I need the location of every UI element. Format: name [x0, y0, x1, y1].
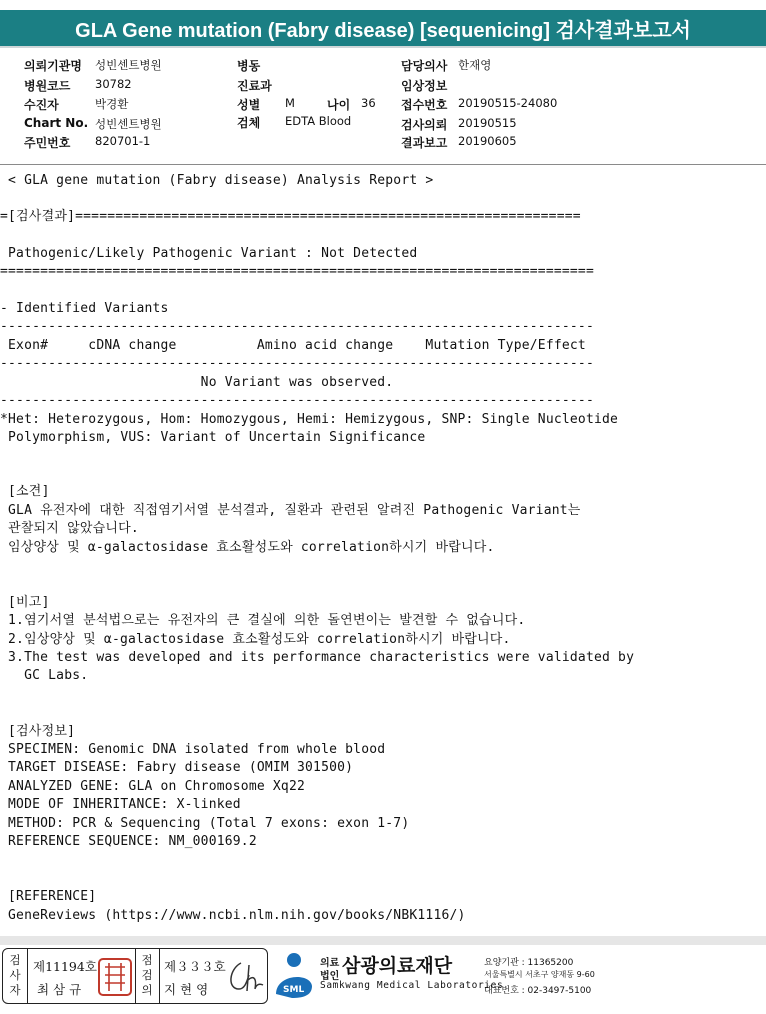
test-info-reference-seq: REFERENCE SEQUENCE: NM_000169.2 — [0, 834, 257, 849]
divider — [135, 949, 136, 1003]
label-age: 나이 — [327, 98, 351, 112]
label-ward: 병동 — [237, 59, 261, 73]
test-info-disease: TARGET DISEASE: Fabry disease (OMIM 301500) — [0, 760, 354, 775]
label-sex: 성별 — [237, 98, 261, 112]
variants-table-row: No Variant was observed. — [0, 375, 394, 390]
value-chart-no: 성빈센트병원 — [95, 117, 162, 131]
lab-prefix-1: 의료 — [320, 958, 340, 969]
lab-name-english: Samkwang Medical Laboratories — [320, 980, 504, 991]
report-title: GLA Gene mutation (Fabry disease) [sequenicing] 검사결과보고서 — [0, 10, 766, 48]
footer-separator — [0, 936, 766, 945]
divider-dash: -------------------------------------------------------------------------- — [0, 356, 594, 371]
label-patient-name: 수진자 — [24, 98, 59, 112]
signature-box — [2, 948, 268, 1004]
divider-dash: -------------------------------------------------------------------------- — [0, 319, 594, 334]
value-resident-no: 820701-1 — [95, 134, 151, 148]
remarks-item: 2.임상양상 및 α-galactosidase 효소활성도와 correlation하시기 바랍니다. — [0, 632, 511, 647]
test-info-gene: ANALYZED GENE: GLA on Chromosome Xq22 — [0, 779, 306, 794]
report-heading: < GLA gene mutation (Fabry disease) Analysis Report > — [0, 173, 434, 188]
test-info-method: METHOD: PCR & Sequencing (Total 7 exons: exon 1-7) — [0, 816, 410, 831]
remarks-item: 3.The test was developed and its performance characteristics were validated by — [0, 650, 635, 665]
test-info-specimen: SPECIMEN: Genomic DNA isolated from whole blood — [0, 742, 386, 757]
lab-institution-code: 요양기관 : 11365200 — [484, 958, 574, 968]
value-requesting-org: 성빈센트병원 — [95, 58, 162, 72]
value-physician: 한재영 — [458, 58, 492, 72]
examiner-seal-icon — [97, 957, 133, 997]
value-age: 36 — [361, 96, 376, 110]
reviewer-label: 점 검 의 — [141, 953, 153, 997]
remarks-heading: [비고] — [0, 595, 50, 610]
divider-double: ========================================================================== — [0, 264, 594, 279]
value-specimen: EDTA Blood — [285, 114, 352, 128]
label-accession-no: 접수번호 — [401, 98, 448, 112]
label-clinical-info: 임상정보 — [401, 79, 448, 93]
report-body — [0, 166, 766, 936]
divider — [27, 949, 28, 1003]
lab-prefix-2: 법인 — [320, 971, 340, 982]
test-info-inheritance: MODE OF INHERITANCE: X-linked — [0, 797, 241, 812]
lab-info — [270, 948, 766, 1004]
reference-link[interactable]: GeneReviews (https://www.ncbi.nlm.nih.gov/books/NBK1116/) — [0, 908, 466, 923]
reviewer-signature-icon — [223, 955, 265, 997]
examiner-label: 검 사 자 — [9, 953, 21, 997]
reviewer-license-no: 제３３３호 — [164, 959, 226, 974]
label-hospital-code: 병원코드 — [24, 79, 71, 93]
value-sex: M — [285, 96, 295, 110]
label-specimen: 검체 — [237, 116, 261, 130]
label-physician: 담당의사 — [401, 59, 448, 73]
svg-text:SML: SML — [283, 985, 305, 995]
lab-address: 서울특별시 서초구 양재동 9-60 — [484, 970, 595, 979]
result-summary: Pathogenic/Likely Pathogenic Variant : Not Detected — [0, 246, 418, 261]
value-report-date: 20190605 — [458, 134, 517, 148]
abbreviation-note-cont: Polymorphism, VUS: Variant of Uncertain Significance — [0, 430, 426, 445]
divider — [159, 949, 160, 1003]
reviewer-name: 지 현 영 — [164, 982, 209, 997]
findings-text: GLA 유전자에 대한 직접염기서열 분석결과, 질환과 관련된 알려진 Pathogenic Variant는 — [0, 503, 581, 518]
value-patient-name: 박경환 — [95, 97, 129, 111]
findings-text: 관찰되지 않았습니다. — [0, 521, 139, 536]
value-request-date: 20190515 — [458, 116, 517, 130]
variants-table-header: Exon# cDNA change Amino acid change Mutation Type/Effect — [0, 338, 586, 353]
lab-name: 삼광의료재단 — [342, 955, 453, 977]
findings-text: 임상양상 및 α-galactosidase 효소활성도와 correlation하시기 바랍니다. — [0, 540, 495, 555]
findings-heading: [소견] — [0, 484, 50, 499]
label-department: 진료과 — [237, 79, 272, 93]
label-request-date: 검사의뢰 — [401, 118, 448, 132]
examiner-license-no: 제11194호 — [33, 959, 97, 974]
examiner-name: 최 삼 규 — [37, 982, 82, 997]
divider-dash: -------------------------------------------------------------------------- — [0, 393, 594, 408]
info-divider — [0, 164, 766, 165]
lab-phone: 대표번호 : 02-3497-5100 — [484, 986, 592, 996]
remarks-item: 1.염기서열 분석법으로는 유전자의 큰 결실에 의한 돌연변이는 발견할 수 없습니다. — [0, 613, 526, 628]
patient-info-panel — [0, 50, 766, 162]
reference-heading: [REFERENCE] — [0, 889, 97, 904]
remarks-item: GC Labs. — [0, 668, 89, 683]
abbreviation-note: *Het: Heterozygous, Hom: Homozygous, Hemi: Hemizygous, SNP: Single Nucleotide — [0, 412, 619, 427]
label-chart-no: Chart No. — [24, 116, 89, 130]
label-report-date: 결과보고 — [401, 136, 448, 150]
value-hospital-code: 30782 — [95, 77, 132, 91]
sml-logo-icon — [272, 950, 314, 1000]
value-accession-no: 20190515-24080 — [458, 96, 558, 110]
variants-heading: - Identified Variants — [0, 301, 169, 316]
test-info-heading: [검사정보] — [0, 724, 76, 739]
label-requesting-org: 의뢰기관명 — [24, 59, 82, 73]
result-section-rule: =[검사결과]=============================================================== — [0, 209, 581, 224]
label-resident-no: 주민번호 — [24, 136, 71, 150]
